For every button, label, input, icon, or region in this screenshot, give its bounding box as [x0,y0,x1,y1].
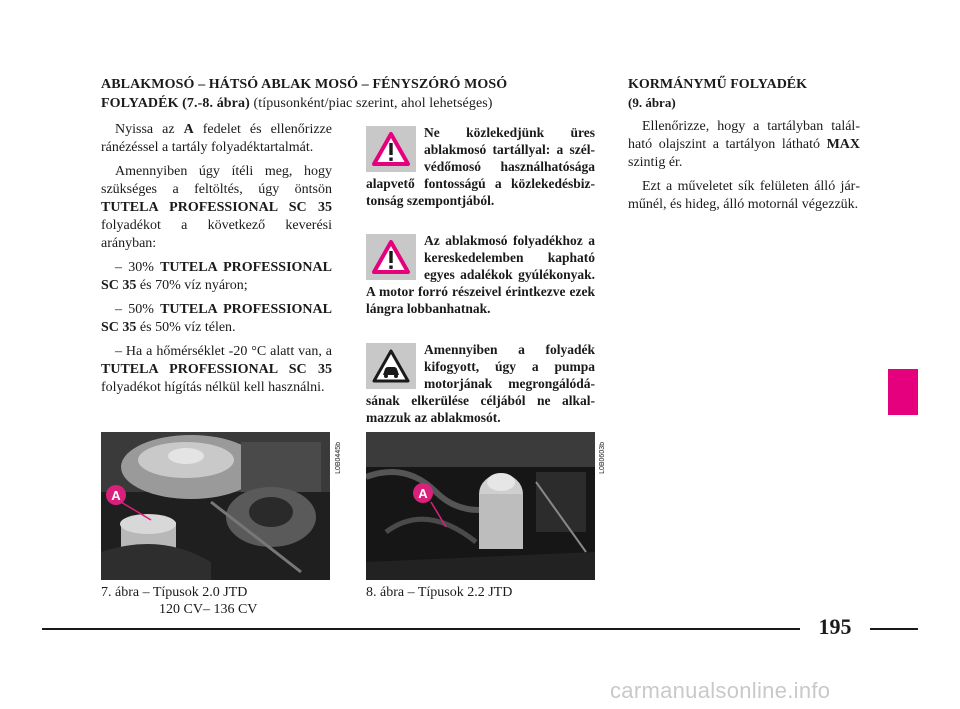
chapter-tab [888,369,918,415]
left-column [101,121,332,403]
watermark: carmanualsonline.info [610,678,831,703]
warning-triangle-icon [366,126,416,172]
marker-a-label: A [111,488,121,503]
figure-code: L0B0445b [335,442,342,474]
warning-triangle-icon [366,234,416,280]
warning-box-2 [366,232,595,317]
figure-7-caption: 7. ábra – Típusok 2.0 JTD 120 CV– 136 CV [101,585,258,617]
car-warning-icon [366,343,416,389]
footer-rule-right [870,628,918,630]
warning-text: Amennyiben a folyadék kifogyott, úgy a pumpa motorjának megrongálódásának elkerülése céljából ne alkalmazzuk az ablakmosót. [366,342,595,425]
section-title [101,75,571,113]
figure-8-photo [366,432,595,580]
paragraph: Nyissa az A fedelet és ellenőrizze ránézéssel a tartály folyadéktartalmát. [101,122,332,155]
section-heading: KORMÁNYMŰ FOLYADÉK [628,77,808,92]
paragraph: – 30% TUTELA PROFESSIONAL SC 35 és 70% víz nyáron; [101,260,332,293]
paragraph: – Ha a hőmérséklet -20 °C alatt van, a TUTELA PROFESSIONAL SC 35 folyadékot hígítás nélkül kell használni. [101,344,332,395]
title-line-1: ABLAKMOSÓ – HÁTSÓ ABLAK MOSÓ – FÉNYSZÓRÓ MOSÓ [101,77,508,92]
section-subheading: (9. ábra) [628,95,676,110]
paragraph: Ellenőrizze, hogy a tartályban található olajszint a tartályon látható MAX szintig ér. [628,119,860,170]
warning-box-3 [366,341,595,426]
warning-box-1 [366,124,595,209]
title-line-2: FOLYADÉK (7.-8. ábra) (típusonként/piac szerint, ahol lehetséges) [101,96,493,111]
footer-rule [42,628,800,630]
marker-a-label: A [418,486,428,501]
paragraph: Amennyiben úgy ítéli meg, hogy szükséges a feltöltés, úgy öntsön TUTELA PROFESSIONAL SC 35 folyadékot a következő keverési arányban: [101,164,332,251]
paragraph: – 50% TUTELA PROFESSIONAL SC 35 és 50% víz télen. [101,302,332,335]
figure-7-photo [101,432,330,580]
figure-code: L0B0603b [599,442,606,474]
warning-text: Az ablakmosó folyadékhoz a kereskedelemben kapható egyes adalékok gyúlékonyak. A motor forró részeivel érintkezve ezek lángra lobbanhatnak. [366,233,595,316]
figure-8-caption: 8. ábra – Típusok 2.2 JTD [366,585,513,600]
right-column [628,75,860,220]
warning-text: Ne közlekedjünk üres ablakmosó tartállyal: a szélvédőmosó használhatósága alapvető fontosságú a közlekedésbiztonság szempontjából. [366,125,595,208]
page-number: 195 [818,614,852,639]
paragraph: Ezt a műveletet sík felületen álló járműnél, és hideg, álló motornál végezzük. [628,179,860,212]
